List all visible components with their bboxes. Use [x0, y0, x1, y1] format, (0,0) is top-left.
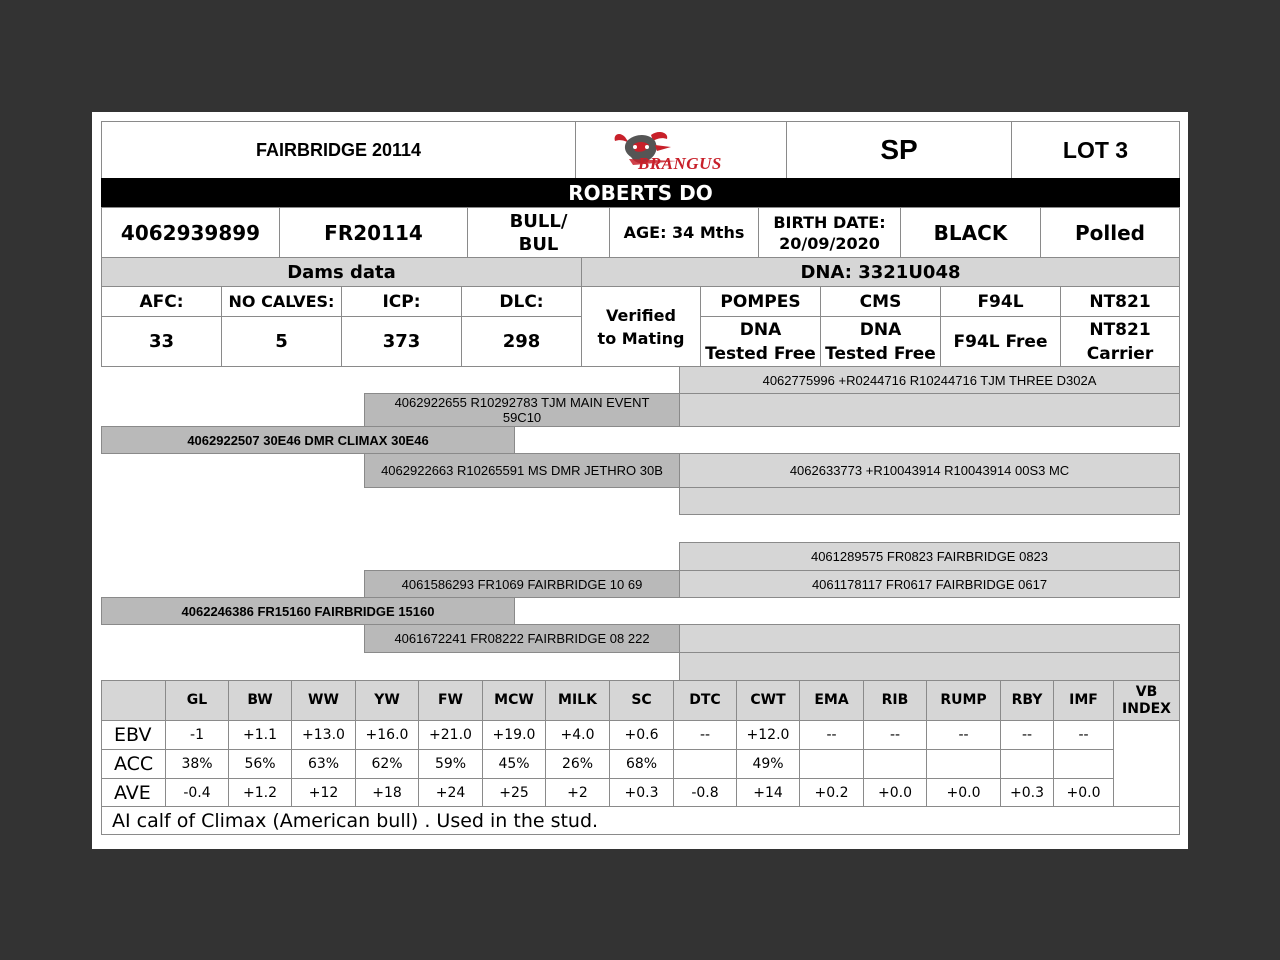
ebv-col-milk: MILK	[545, 680, 610, 721]
pedigree-dam-sire-sire: 4061289575 FR0823 FAIRBRIDGE 0823	[679, 542, 1180, 571]
ave-cell: -0.8	[673, 778, 737, 807]
ave-cell: +25	[482, 778, 546, 807]
dna-value-f94l: F94L Free	[940, 316, 1061, 367]
sex-line-1: BULL/	[509, 210, 568, 232]
pedigree-dam: 4062246386 FR15160 FAIRBRIDGE 15160	[101, 597, 515, 625]
acc-cell	[1000, 749, 1054, 779]
pedigree-sire-sire-dam	[679, 393, 1180, 427]
birth-date: 20/09/2020	[779, 233, 880, 253]
dams-value-dlc: 298	[461, 316, 582, 367]
brangus-logo	[575, 121, 787, 179]
ebv-col-cwt: CWT	[736, 680, 800, 721]
ebv-cell: +13.0	[291, 720, 356, 750]
dams-value-no-calves: 5	[221, 316, 342, 367]
ave-cell: +12	[291, 778, 356, 807]
acc-cell: 63%	[291, 749, 356, 779]
dna-header-nt821: NT821	[1060, 286, 1180, 317]
acc-cell	[926, 749, 1001, 779]
pedigree-sire-dam-sire: 4062633773 +R10043914 R10043914 00S3 MC	[679, 453, 1180, 488]
ave-cell: +0.3	[609, 778, 674, 807]
dna-value-nt821-line2: Carrier	[1086, 343, 1154, 364]
dams-header-dlc: DLC:	[461, 286, 582, 317]
dams-data-title: Dams data	[101, 257, 582, 287]
ebv-cell: +19.0	[482, 720, 546, 750]
ave-cell: -0.4	[165, 778, 229, 807]
ebv-col-bw: BW	[228, 680, 292, 721]
ebv-col-rby: RBY	[1000, 680, 1054, 721]
ebv-col-mcw: MCW	[482, 680, 546, 721]
pedigree-dam-dam: 4061672241 FR08222 FAIRBRIDGE 08 222	[364, 624, 680, 653]
ave-cell: +2	[545, 778, 610, 807]
ebv-cell: --	[863, 720, 927, 750]
ave-cell: +14	[736, 778, 800, 807]
dna-value-pompes	[700, 316, 821, 367]
brand-text: BRANGUS	[638, 154, 722, 173]
acc-cell	[673, 749, 737, 779]
dna-header-cms: CMS	[820, 286, 941, 317]
ebv-row-label-acc: ACC	[101, 749, 166, 779]
ebv-cell: +12.0	[736, 720, 800, 750]
birth-date-label: BIRTH DATE:	[773, 212, 886, 232]
ave-cell: +24	[418, 778, 483, 807]
ebv-col-vb-index: VB INDEX	[1113, 680, 1180, 721]
acc-cell	[799, 749, 864, 779]
ebv-cell: --	[673, 720, 737, 750]
pedigree-dam-sire: 4061586293 FR1069 FAIRBRIDGE 10 69	[364, 570, 680, 598]
animal-name: FAIRBRIDGE 20114	[101, 121, 576, 179]
dams-header-no-calves: NO CALVES:	[221, 286, 342, 317]
pedigree-sire-sire: 4062922655 R10292783 TJM MAIN EVENT 59C10	[364, 393, 680, 427]
pedigree-sire-dam: 4062922663 R10265591 MS DMR JETHRO 30B	[364, 453, 680, 488]
ebv-col-yw: YW	[355, 680, 419, 721]
ebv-cell: +4.0	[545, 720, 610, 750]
ebv-col-imf: IMF	[1053, 680, 1114, 721]
pedigree-sire: 4062922507 30E46 DMR CLIMAX 30E46	[101, 426, 515, 454]
ave-cell: +0.2	[799, 778, 864, 807]
ebv-cell: --	[799, 720, 864, 750]
pedigree-dam-dam-sire	[679, 624, 1180, 653]
lot-card	[92, 112, 1188, 849]
animal-id: 4062939899	[101, 207, 280, 258]
dna-title: DNA: 3321U048	[581, 257, 1180, 287]
sex-line-2: BUL	[518, 233, 559, 255]
ave-cell: +0.0	[1053, 778, 1114, 807]
dna-value-nt821	[1060, 316, 1180, 367]
pedigree-dam-dam-dam	[679, 652, 1180, 681]
acc-cell: 38%	[165, 749, 229, 779]
acc-cell: 26%	[545, 749, 610, 779]
ave-cell: +0.0	[863, 778, 927, 807]
dams-header-icp: ICP:	[341, 286, 462, 317]
ebv-corner	[101, 680, 166, 721]
owner-band: ROBERTS DO	[101, 178, 1180, 208]
pedigree-sire-dam-dam	[679, 487, 1180, 515]
ebv-cell: +16.0	[355, 720, 419, 750]
ave-cell: +1.2	[228, 778, 292, 807]
dams-value-afc: 33	[101, 316, 222, 367]
acc-cell: 49%	[736, 749, 800, 779]
ebv-col-fw: FW	[418, 680, 483, 721]
animal-horn: Polled	[1040, 207, 1180, 258]
ave-cell: +18	[355, 778, 419, 807]
comment-note: AI calf of Climax (American bull) . Used in the stud.	[101, 806, 1180, 835]
ebv-cell: +1.1	[228, 720, 292, 750]
dna-value-cms	[820, 316, 941, 367]
ebv-cell: --	[926, 720, 1001, 750]
ebv-col-rump: RUMP	[926, 680, 1001, 721]
dams-header-afc: AFC:	[101, 286, 222, 317]
dna-header-pompes: POMPES	[700, 286, 821, 317]
verified-to-mating: Verified to Mating	[581, 286, 701, 367]
dna-value-pompes-line1: DNA	[739, 319, 782, 340]
animal-sex	[467, 207, 610, 258]
acc-cell: 56%	[228, 749, 292, 779]
sale-code: SP	[786, 121, 1012, 179]
vb-index-value	[1113, 720, 1180, 807]
ebv-col-ww: WW	[291, 680, 356, 721]
birth-date-cell	[758, 207, 901, 258]
ave-cell: +0.0	[926, 778, 1001, 807]
pedigree-dam-sire-dam: 4061178117 FR0617 FAIRBRIDGE 0617	[679, 570, 1180, 598]
ebv-col-rib: RIB	[863, 680, 927, 721]
ebv-cell: --	[1000, 720, 1054, 750]
ebv-row-label-ebv: EBV	[101, 720, 166, 750]
acc-cell: 68%	[609, 749, 674, 779]
dna-value-pompes-line2: Tested Free	[705, 343, 816, 364]
ebv-row-label-ave: AVE	[101, 778, 166, 807]
acc-cell: 45%	[482, 749, 546, 779]
ebv-col-sc: SC	[609, 680, 674, 721]
acc-cell: 59%	[418, 749, 483, 779]
ebv-col-dtc: DTC	[673, 680, 737, 721]
ebv-cell: +21.0	[418, 720, 483, 750]
dna-value-cms-line1: DNA	[859, 319, 902, 340]
ebv-cell: --	[1053, 720, 1114, 750]
animal-colour: BLACK	[900, 207, 1041, 258]
ebv-cell: -1	[165, 720, 229, 750]
pedigree-sire-sire-sire: 4062775996 +R0244716 R10244716 TJM THREE D302A	[679, 366, 1180, 394]
dna-value-cms-line2: Tested Free	[825, 343, 936, 364]
acc-cell	[863, 749, 927, 779]
dna-header-f94l: F94L	[940, 286, 1061, 317]
ave-cell: +0.3	[1000, 778, 1054, 807]
ebv-cell: +0.6	[609, 720, 674, 750]
dams-value-icp: 373	[341, 316, 462, 367]
animal-tag: FR20114	[279, 207, 468, 258]
acc-cell: 62%	[355, 749, 419, 779]
dna-value-nt821-line1: NT821	[1089, 319, 1151, 340]
ebv-col-gl: GL	[165, 680, 229, 721]
acc-cell	[1053, 749, 1114, 779]
lot-number: LOT 3	[1011, 121, 1180, 179]
ebv-col-ema: EMA	[799, 680, 864, 721]
animal-age: AGE: 34 Mths	[609, 207, 759, 258]
